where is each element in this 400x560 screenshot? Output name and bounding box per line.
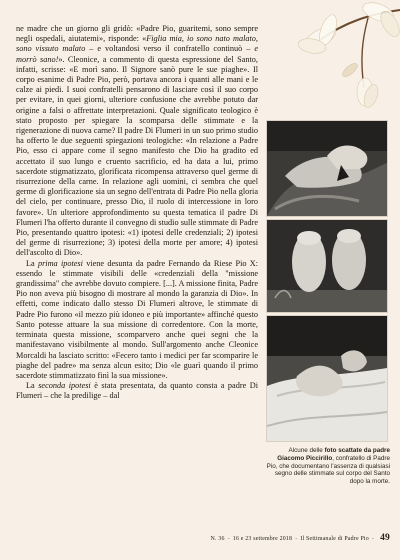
footer-separator: -	[227, 536, 230, 542]
photo-caption: Alcune delle foto scattate da padre Giacomo Piccirillo, confratello di Padre Pio, che documentano l'assenza di qualsiasi segno delle stimmate sul corpo del Santo dopo la morte.	[266, 447, 390, 486]
article-paragraph: La prima ipotesi viene desunta da padre Fernando da Riese Pio X: essendo le stimmate visibili delle «credenziali della "missione grandissima" che avrebbe dovuto compiere. [...]. A missione finita, Padre Pio non aveva più bisogno di mostrare al mondo la garanzia di Dio». In effetti, come indicato dallo stesso Di Flumeri altrove, le stimmate di Padre Pio furono «il mezzo più idoneo e più importante» affinché questo Santo potesse attuare la sua missione di corredentore. Con la morte, terminata questa missione, scomparvero anche quei segni che la manifestavano visibilmente al mondo. Sull'argomento anche Cleonice Morcaldi ha lasciato scritto: «Fecero tanto i medici per far scomparire le piaghe del padre» ma senza alcun esito; Dio «le guarì quando il primo sacerdote stimmatizzato finì la sua missione».	[16, 258, 258, 380]
issue-number: N. 36	[210, 536, 225, 542]
issue-date: 16 e 23 settembre 2018	[232, 536, 293, 542]
footer-separator: -	[371, 536, 375, 542]
photo-hands	[266, 120, 388, 217]
article-paragraph: La seconda ipotesi è stata presentata, da quanto consta a padre Di Flumeri – che la predilige – dal	[16, 381, 258, 401]
magnolia-flower-decoration	[250, 0, 400, 120]
publication-name: Il Settimanale di Padre Pio	[300, 536, 369, 542]
photo-feet	[266, 219, 388, 313]
page-footer	[150, 533, 390, 547]
footer-separator: -	[295, 536, 298, 542]
article-paragraph: ne madre che un giorno gli gridò: «Padre Pio, guaritemi, sono sempre negli ospedali, aiutatemi», risponde: «Figlia mia, io sono nato malato, sono vissuto malato – e voltandosi verso il confratello continuò – e morrò sano!». Cleonice, a commento di questa espressione del Santo, infatti, scrisse: «E morì sano. Il Signore sanò pure le sue piaghe». Il corpo esanime di Padre Pio, però, portava ancora i quanti alle mani e le calze ai piedi. I suoi confratelli pensarono di lasciare così il suo corpo per evitare, in quei giorni, ulteriore confusione che avrebbe potuto dar origine a falsi o affrettate interpretazioni. Quale significato teologico è stato proposto per spiegare la scomparsa delle stimmate e la rigenerazione di nuova carne? Il padre Di Flumeri in un suo primo studio ha offerto le due seguenti spiegazioni teologiche: «In relazione a Padre Pio, esso ci appare come il segno manifesto che Dio ha gradito ed accettato il suo lungo e cruento sacrificio, ed ha data a lui, primo sacerdote stigmatizzato, glorificata ricompensa attraverso quel germe di risurrezione della carne. In relazione agli uomini, ci sembra che quel germe di glorificazione sia un segno dell'entrata di Padre Pio nella gloria del cielo, per continuare, presso Dio, il ruolo di intercessione in loro favore». Un ulteriore approfondimento su questa tematica il padre Di Flumeri l'ha offerto durante il convegno di studio sulle stimmate di Padre Pio, presentando quattro ipotesi: «1) ipotesi delle credenziali; 2) ipotesi del germe di risurrezione; 3) ipotesi della morte per amore; 4) ipotesi dell'ascolto di Dio».	[16, 24, 258, 258]
article-text-column	[16, 24, 258, 534]
photo-body	[266, 315, 388, 442]
page-number: 49	[380, 533, 390, 543]
